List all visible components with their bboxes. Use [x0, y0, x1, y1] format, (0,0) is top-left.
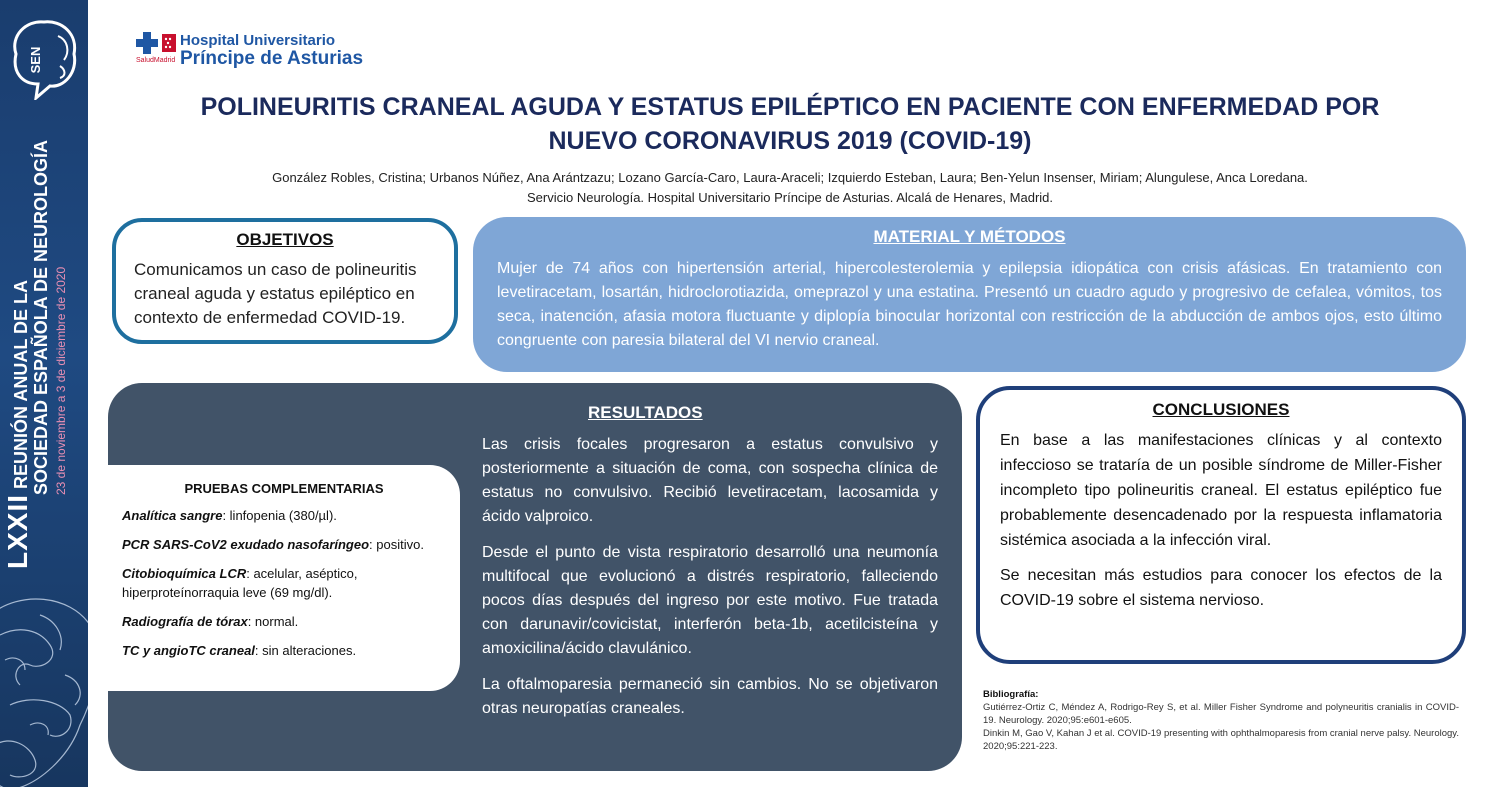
pruebas-box: [108, 465, 460, 691]
list-item: [122, 612, 460, 631]
bibliography-heading: Bibliografía:: [983, 689, 1039, 700]
objetivos-text: Comunicamos un caso de polineuritis craneal aguda y estatus epiléptico en contexto de enfermedad COVID-19.: [134, 260, 417, 327]
pruebas-value: : linfopenia (380/µl).: [222, 508, 337, 523]
objetivos-box: [112, 218, 458, 344]
hospital-logo: [136, 30, 406, 70]
congress-line2: SOCIEDAD ESPAÑOLA DE NEUROLOGÍA: [31, 139, 51, 495]
pruebas-value: : acelular, aséptico, hiperproteínorraquia leve (69 mg/dl).: [122, 566, 358, 600]
brain-illustration-icon: [0, 585, 88, 787]
congress-dates: 23 de noviembre a 3 de diciembre de 2020: [54, 266, 68, 495]
resultados-heading: RESULTADOS: [588, 403, 703, 422]
resultados-paragraph: La oftalmoparesia permaneció sin cambios. No se objetivaron otras neuropatías craneales.: [482, 676, 938, 717]
pruebas-value: : normal.: [247, 614, 299, 629]
pruebas-label: TC y angioTC craneal: [122, 643, 255, 658]
objetivos-heading: OBJETIVOS: [236, 230, 334, 249]
pruebas-label: Radiografía de tórax: [122, 614, 248, 629]
bibliography: [983, 688, 1459, 753]
material-box: [473, 217, 1466, 372]
pruebas-value: : sin alteraciones.: [254, 643, 357, 658]
side-banner: [0, 0, 88, 787]
poster-title: POLINEURITIS CRANEAL AGUDA Y ESTATUS EPILÉPTICO EN PACIENTE CON ENFERMEDAD POR NUEVO CORONAVIRUS 2019 (COVID-19): [200, 93, 1380, 155]
congress-title: [0, 15, 88, 575]
pruebas-label: PCR SARS-CoV2 exudado nasofaríngeo: [122, 537, 370, 552]
material-heading: MATERIAL Y MÉTODOS: [873, 227, 1066, 246]
list-item: [122, 564, 460, 602]
conclusiones-paragraph: En base a las manifestaciones clínicas y al contexto infeccioso se trataría de un posible síndrome de Miller-Fisher incompleto tipo polineuritis craneal. El estatus epiléptico fue probablemente desencadenado por la respuesta inflamatoria sistémica asociada a la infección viral.: [1000, 432, 1442, 549]
conclusiones-heading: CONCLUSIONES: [1152, 400, 1290, 419]
resultados-text: [482, 433, 938, 733]
hospital-name-line2: Príncipe de Asturias: [180, 48, 364, 69]
health-cross-icon: [136, 30, 176, 58]
list-item: [122, 535, 460, 554]
list-item: [122, 506, 460, 525]
sen-logo-text: SEN: [28, 46, 43, 74]
hospital-sub: SaludMadrid: [136, 57, 176, 64]
resultados-paragraph: Desde el punto de vista respiratorio desarrolló una neumonía multifocal que evolucionó a distrés respiratorio, falleciendo pocos días después del ingreso por este motivo. Fue tratada con darunavir/covicistat, interferón beta-1b, acetilcisteína y amoxicilina/ácido clavulánico.: [482, 544, 938, 657]
material-text: Mujer de 74 años con hipertensión arterial, hipercolesterolemia y epilepsia idiopática con crisis afásicas. En tratamiento con levetiracetam, losartán, hidroclorotiazida, omeprazol y una estatina. Presentó un cuadro agudo y progresivo de cefalea, vómitos, tos seca, inatención, afasia motora fluctuante y diplopía binocular horizontal con restricción de la abducción de ambos ojos, esto último congruente con paresia bilateral del VI nervio craneal.: [497, 260, 1442, 349]
bibliography-ref: Dinkin M, Gao V, Kahan J et al. COVID-19 presenting with ophthalmoparesis from cranial nerve palsy. Neurology. 2020;95:221-223.: [983, 728, 1459, 752]
pruebas-label: Analítica sangre: [122, 508, 223, 523]
pruebas-heading: PRUEBAS COMPLEMENTARIAS: [184, 481, 384, 496]
congress-line1: REUNIÓN ANUAL DE LA: [11, 279, 31, 489]
affiliation: Servicio Neurología. Hospital Universitario Príncipe de Asturias. Alcalá de Henares, Madrid.: [526, 190, 1054, 205]
congress-edition: LXXII: [2, 493, 33, 569]
list-item: [122, 641, 460, 660]
bibliography-ref: Gutiérrez-Ortiz C, Méndez A, Rodrigo-Rey S, et al. Miller Fisher Syndrome and polyneuritis cranialis in COVID-19. Neurology. 2020;95:e601-e605.: [983, 702, 1459, 726]
conclusiones-paragraph: Se necesitan más estudios para conocer los efectos de la COVID-19 sobre el sistema nervioso.: [1000, 567, 1442, 609]
pruebas-label: Citobioquímica LCR: [122, 566, 247, 581]
conclusiones-text: [1000, 428, 1442, 613]
authors: González Robles, Cristina; Urbanos Núñez, Ana Arántzazu; Lozano García-Caro, Laura-Araceli; Izquierdo Esteban, Laura; Ben-Yelun Insenser, Miriam; Alungulese, Anca Loredana.: [272, 170, 1308, 185]
hospital-name-line1: Hospital Universitario: [180, 32, 336, 49]
resultados-paragraph: Las crisis focales progresaron a estatus convulsivo y posteriormente a situación de coma, con sospecha clínica de estatus no convulsivo. Recibió levetiracetam, lacosamida y ácido valproico.: [482, 436, 938, 525]
conclusiones-box: [976, 386, 1466, 664]
pruebas-value: : positivo.: [369, 537, 424, 552]
